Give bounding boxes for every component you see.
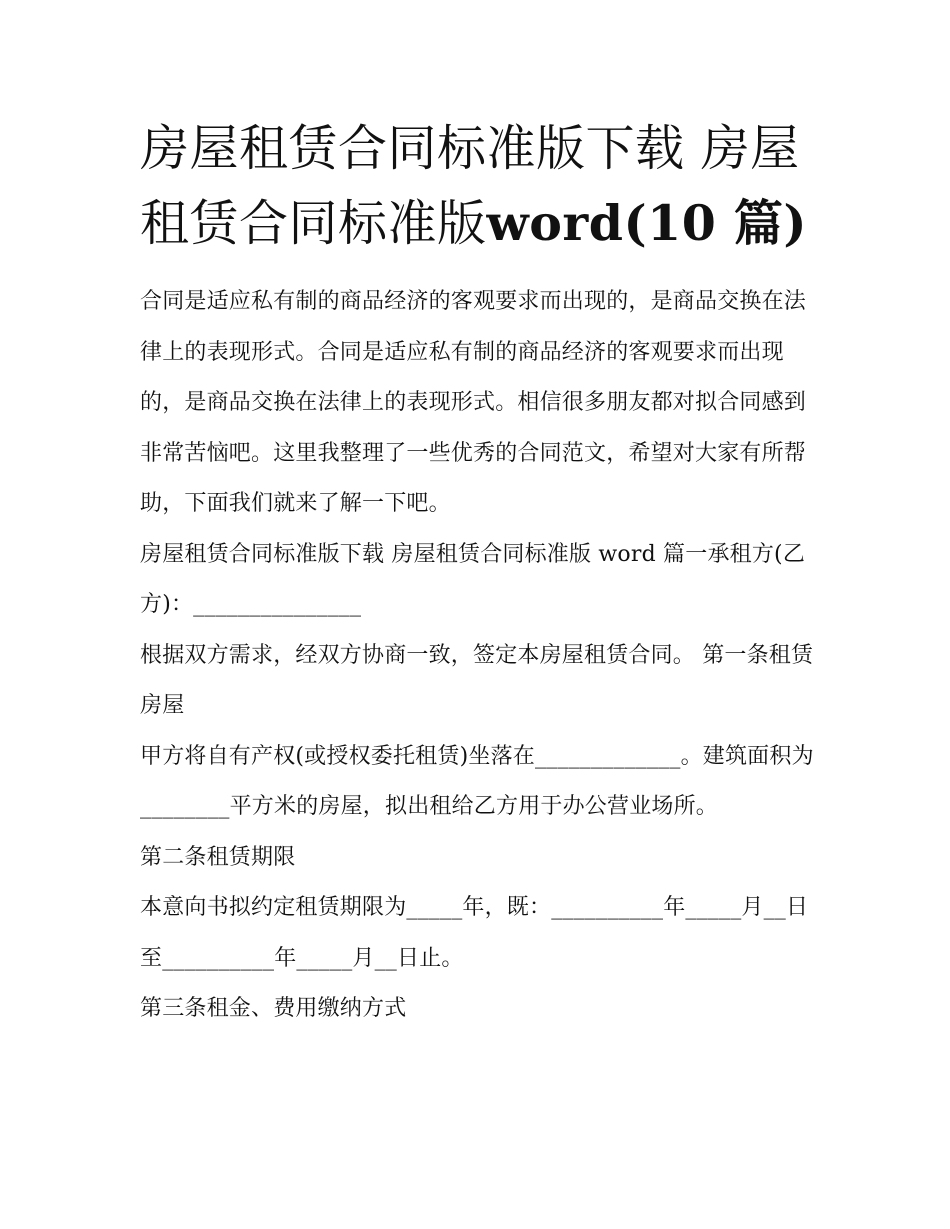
property-paragraph: 甲方将自有产权(或授权委托租赁)坐落在_____________。建筑面积为________平方米的房屋，拟出租给乙方用于办公营业场所。	[140, 743, 814, 819]
lease-term-paragraph: 本意向书拟约定租赁期限为_____年，既：__________年_____月__日至__________年_____月__日止。	[140, 895, 809, 971]
document-page	[140, 112, 815, 1035]
intro-paragraph: 合同是适应私有制的商品经济的客观要求而出现的，是商品交换在法律上的表现形式。合同是适应私有制的商品经济的客观要求而出现的，是商品交换在法律上的表现形式。相信很多朋友都对拟合同感到非常苦恼吧。这里我整理了一些优秀的合同范文，希望对大家有所帮助，下面我们就来了解一下吧。	[140, 289, 807, 516]
document-title-text: 房屋租赁合同标准版下载 房屋租赁合同标准版	[140, 120, 800, 252]
article-two-heading: 第二条租赁期限	[140, 844, 296, 870]
article-three-heading: 第三条租金、费用缴纳方式	[140, 996, 407, 1021]
agreement-paragraph: 根据双方需求，经双方协商一致，签定本房屋租赁合同。 第一条租赁房屋	[140, 642, 814, 718]
section-heading-paragraph: 房屋租赁合同标准版下载 房屋租赁合同标准版 word 篇一承租方(乙方)：_______________	[140, 541, 806, 617]
document-title-bold-text: word(10 篇)	[486, 194, 808, 252]
document-title	[140, 112, 815, 261]
